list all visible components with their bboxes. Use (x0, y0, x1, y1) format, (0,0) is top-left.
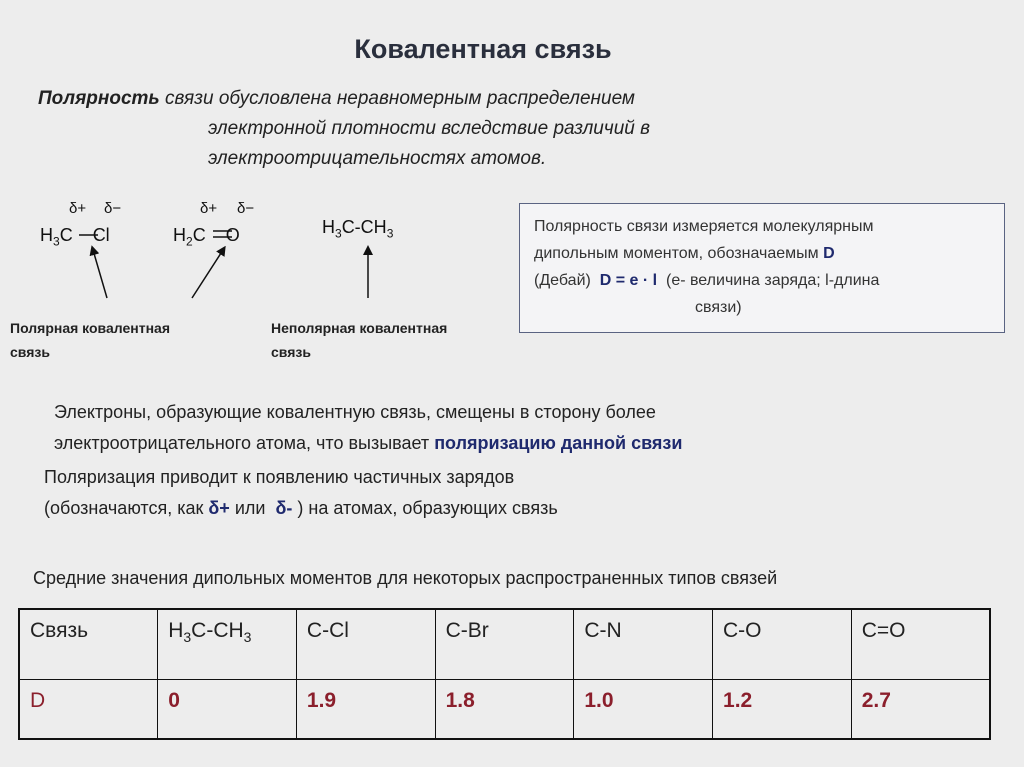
table-cell: C-Cl (296, 609, 435, 680)
table-cell: Связь (19, 609, 158, 680)
formula-h3ccl: $H_3C$ Cl (40, 225, 110, 249)
arrow-polar-2 (192, 250, 223, 298)
dipole-table (18, 608, 991, 740)
table-cell: C-N (574, 609, 713, 680)
delta-minus-label-2: δ− (237, 200, 255, 217)
formula-ethane: $H_3C-CH_3$ (322, 217, 394, 241)
table-cell: 2.7 (851, 680, 990, 740)
table-row (19, 609, 990, 680)
table-cell: C-O (713, 609, 852, 680)
table-cell: 1.8 (435, 680, 574, 740)
table-cell: $H_3C-CH_3$ (158, 609, 297, 680)
table-cell: 1.0 (574, 680, 713, 740)
delta-plus-label-2: δ+ (200, 200, 218, 217)
definition-line2: электронной плотности вследствие различий в (208, 118, 651, 139)
definition-line3: электроотрицательностях атомов. (208, 148, 547, 169)
paragraph-line3: Поляризация приводит к появлению частичных зарядов (44, 467, 515, 487)
table-cell: 1.9 (296, 680, 435, 740)
table-cell: D (19, 680, 158, 740)
paragraph-line4: (обозначаются, как δ+ или δ- ) на атомах, образующих связь (44, 498, 558, 518)
polar-bond-label: Полярная ковалентная связь (10, 320, 170, 360)
table-cell: C-Br (435, 609, 574, 680)
dipole-info-box: Полярность связи измеряется молекулярным дипольным моментом, обозначаемым D (Дебай) D = e · l (е- величина заряда; l-длина связи) (519, 203, 1005, 333)
table-cell: 1.2 (713, 680, 852, 740)
definition-term: Полярность (38, 88, 160, 109)
definition-text-1: связи обусловлена неравномерным распределением (165, 88, 635, 109)
delta-plus-label: δ+ (69, 200, 87, 217)
nonpolar-bond-label: Неполярная ковалентная связь (271, 320, 448, 360)
paragraph-line1: Электроны, образующие ковалентную связь, смещены в сторону более (54, 402, 656, 422)
table-caption: Средние значения дипольных моментов для некоторых распространенных типов связей (33, 568, 778, 588)
page-title: Ковалентная связь (354, 34, 612, 64)
table-row (19, 680, 990, 740)
formula-h2co: $H_2C$ O (173, 225, 240, 249)
polarization-highlight: поляризацию данной связи (434, 433, 683, 453)
table-cell: C=O (851, 609, 990, 680)
delta-minus-label: δ− (104, 200, 122, 217)
arrow-polar-1 (93, 250, 107, 298)
table-cell: 0 (158, 680, 297, 740)
paragraph-line2: электроотрицательного атома, что вызывает поляризацию данной связи (54, 433, 683, 453)
